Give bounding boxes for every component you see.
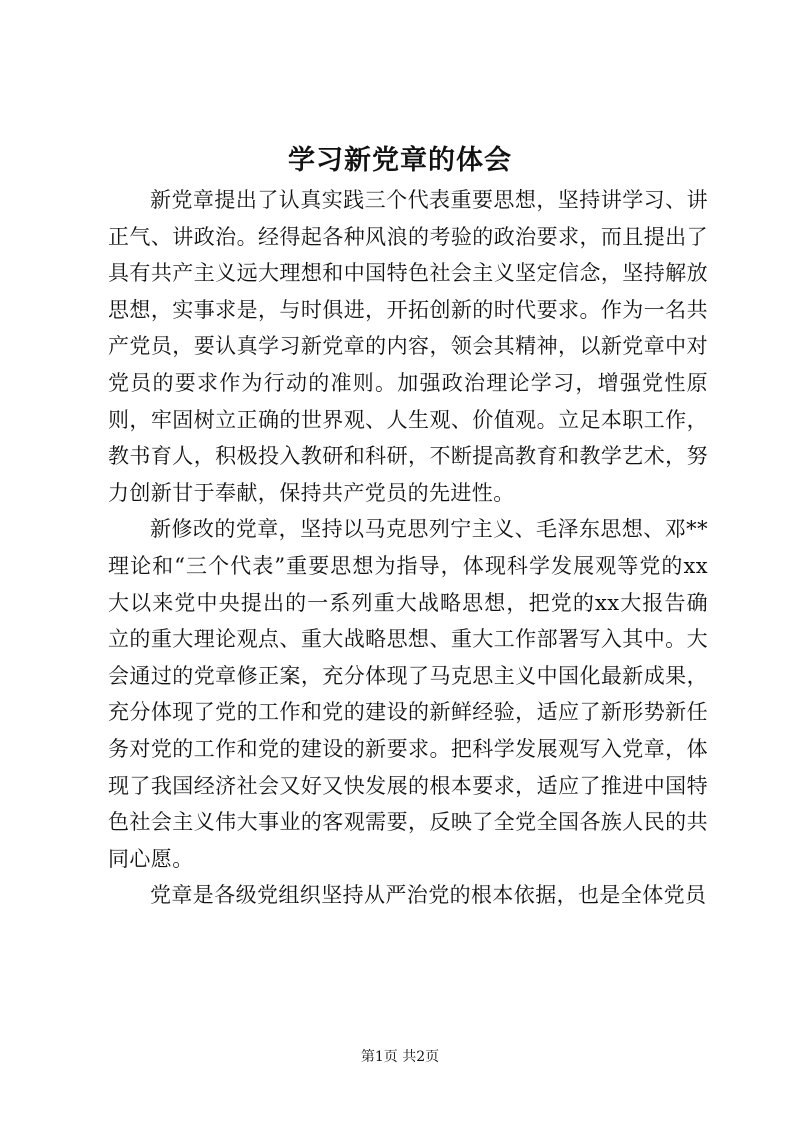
paragraph-1: 新党章提出了认真实践三个代表重要思想，坚持讲学习、讲正气、讲政治。经得起各种风浪的考验的政治要求，而且提出了具有共产主义远大理想和中国特色社会主义坚定信念，坚持解放思想，实事求是，与时俱进，开拓创新的时代要求。作为一名共产党员，要认真学习新党章的内容，领会其精神，以新党章中对党员的要求作为行动的准则。加强政治理论学习，增强党性原则，牢固树立正确的世界观、人生观、价值观。立足本职工作，教书育人，积极投入教研和科研，不断提高教育和教学艺术，努力创新甘于奉献，保持共产党员的先进性。 [108,188,708,505]
document-title: 学习新党章的体会 [288,145,512,176]
paragraph-2: 新修改的党章，坚持以马克思列宁主义、毛泽东思想、邓**理论和“三个代表”重要思想为指导，体现科学发展观等党的xx大以来党中央提出的一系列重大战略思想，把党的xx大报告确立的重大理论观点、重大战略思想、重大工作部署写入其中。大会通过的党章修正案，充分体现了马克思主义中国化最新成果，充分体现了党的工作和党的建设的新鲜经验，适应了新形势新任务对党的工作和党的建设的新要求。把科学发展观写入党章，体现了我国经济社会又好又快发展的根本要求，适应了推进中国特色社会主义伟大事业的客观需要，反映了全党全国各族人民的共同心愿。 [108,517,708,871]
document-body [108,182,708,914]
page-footer: 第1页 共2页 [360,1049,440,1065]
paragraph-3: 党章是各级党组织坚持从严治党的根本依据，也是全体党员 [150,883,707,908]
